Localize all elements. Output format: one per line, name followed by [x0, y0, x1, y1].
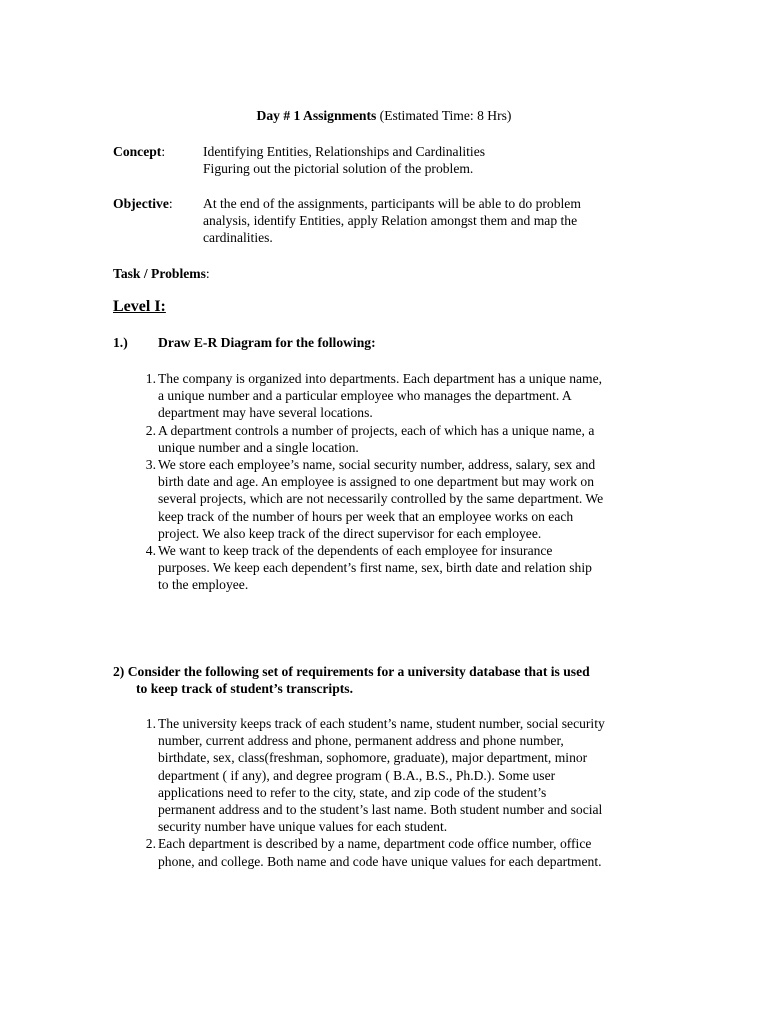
list-item-line: to the employee.	[158, 577, 249, 593]
question-2-list	[134, 715, 654, 870]
list-item-line: unique number and a single location.	[158, 439, 359, 455]
list-item-line: security number have unique values for each student.	[158, 819, 448, 835]
list-item-line: a unique number and a particular employee who manages the department. A	[158, 388, 572, 404]
list-item-number: 2.	[145, 836, 156, 852]
list-item-line: The university keeps track of each student’s name, student number, social security	[158, 716, 605, 731]
objective-label	[113, 195, 173, 212]
question-2-heading-line: to keep track of student’s transcripts.	[136, 681, 353, 697]
tasks-label-text: Task / Problems	[113, 266, 206, 281]
list-item	[134, 456, 654, 542]
list-item-line: number, current address and phone, permanent address and phone number,	[158, 733, 564, 749]
page-title	[0, 107, 768, 124]
list-item-line: We want to keep track of the dependents of each employee for insurance	[158, 543, 553, 559]
list-item	[134, 542, 654, 594]
question-1-number: 1.)	[113, 335, 128, 350]
list-item-number: 1.	[145, 371, 156, 386]
list-item-line: purposes. We keep each dependent’s first name, sex, birth date and relation ship	[158, 560, 592, 576]
list-item	[134, 422, 654, 456]
list-item-line: A department controls a number of projects, each of which has a unique name, a	[158, 422, 595, 438]
concept-line: Identifying Entities, Relationships and Cardinalities	[203, 144, 486, 159]
list-item-line: birthdate, sex, class(freshman, sophomore, graduate), major department, minor	[158, 750, 588, 766]
question-1-heading: Draw E-R Diagram for the following:	[158, 335, 376, 350]
title-rest: (Estimated Time: 8 Hrs)	[376, 108, 512, 123]
tasks-label	[113, 265, 210, 282]
list-item-number: 4.	[145, 543, 156, 559]
objective-label-text: Objective	[113, 196, 169, 211]
concept-label	[113, 143, 165, 160]
list-item-line: department ( if any), and degree program ( B.A., B.S., Ph.D.). Some user	[158, 767, 556, 783]
objective-line: analysis, identify Entities, apply Relation amongst them and map the	[203, 213, 578, 229]
list-item-line: department may have several locations.	[158, 405, 373, 421]
list-item-line: keep track of the number of hours per week that an employee works on each	[158, 508, 574, 524]
list-item	[134, 370, 654, 422]
concept-label-text: Concept	[113, 144, 162, 159]
list-item-number: 2.	[145, 422, 156, 438]
list-item-line: project. We also keep track of the direct supervisor for each employee.	[158, 525, 542, 541]
list-item	[134, 715, 654, 835]
list-item-line: We store each employee’s name, social security number, address, salary, sex and	[158, 457, 596, 473]
title-bold: Day # 1 Assignments	[256, 108, 377, 123]
objective-colon: :	[168, 196, 173, 211]
objective-text	[203, 195, 581, 247]
concept-line: Figuring out the pictorial solution of the problem.	[203, 161, 474, 177]
list-item-line: phone, and college. Both name and code have unique values for each department.	[158, 853, 602, 869]
objective-line: cardinalities.	[203, 230, 273, 246]
question-2-heading-line: 2) Consider the following set of requirements for a university database that is used	[113, 664, 590, 679]
tasks-colon: :	[205, 266, 210, 281]
list-item-line: permanent address and to the student’s last name. Both student number and social	[158, 802, 603, 818]
question-1-list	[134, 370, 654, 594]
level-heading: Level I:	[113, 298, 166, 315]
list-item	[134, 835, 654, 869]
list-item-line: birth date and age. An employee is assigned to one department but may work on	[158, 474, 595, 490]
concept-text	[203, 143, 485, 177]
list-item-number: 3.	[145, 457, 156, 473]
list-item-line: applications need to refer to the city, state, and zip code of the student’s	[158, 784, 547, 800]
question-2-heading	[113, 663, 590, 697]
list-item-line: Each department is described by a name, department code office number, office	[158, 836, 592, 852]
objective-line: At the end of the assignments, participants will be able to do problem	[203, 196, 581, 211]
list-item-line: The company is organized into departments. Each department has a unique name,	[158, 371, 603, 386]
list-item-number: 1.	[145, 716, 156, 731]
list-item-line: several projects, which are not necessarily controlled by the same department. We	[158, 491, 604, 507]
concept-colon: :	[161, 144, 166, 159]
